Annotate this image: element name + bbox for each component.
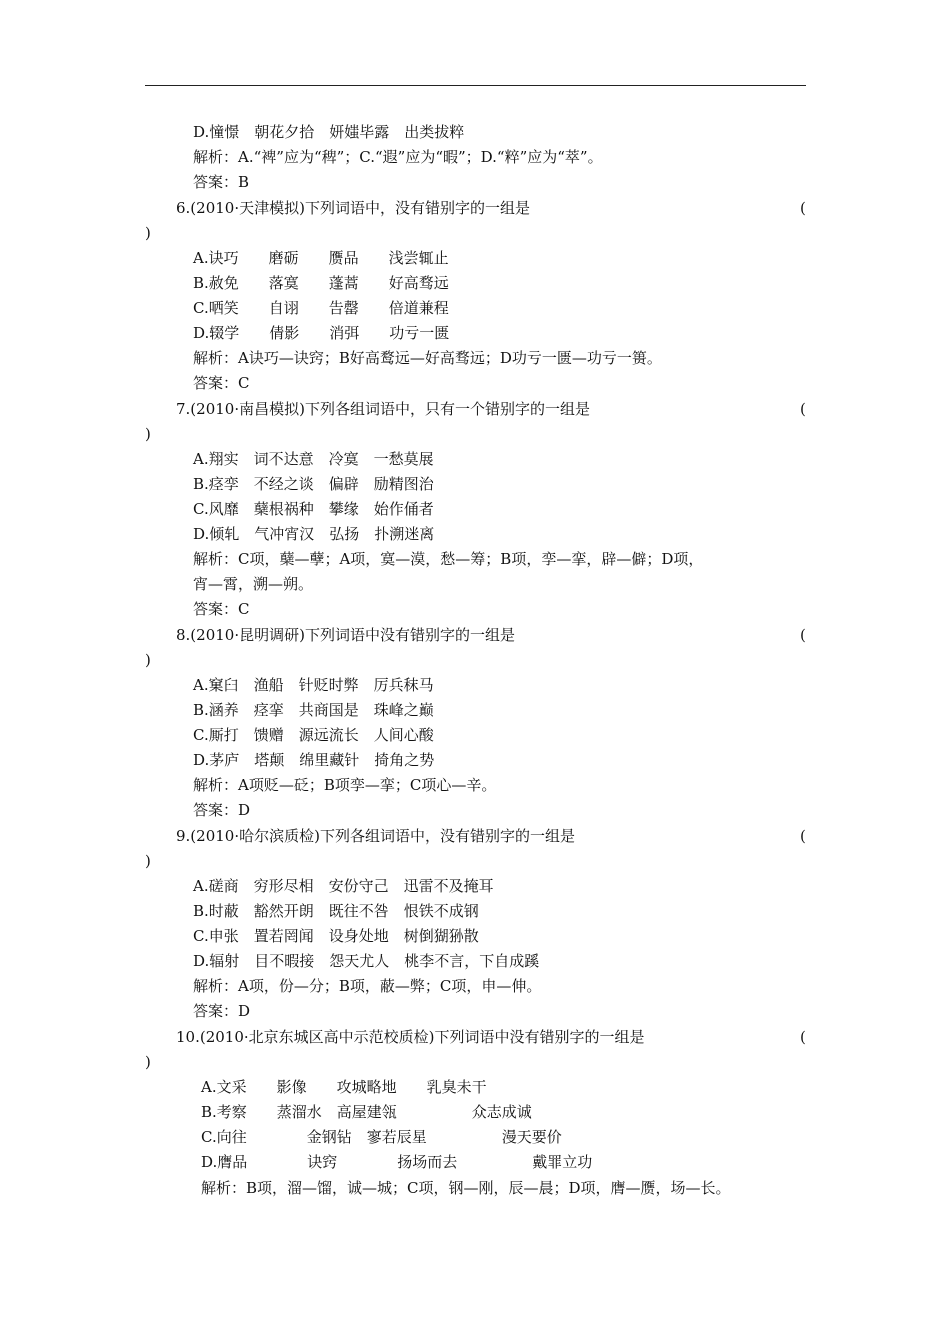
option-d: D.倾轧 气冲宵汉 弘扬 扑溯迷离 xyxy=(193,525,435,543)
answer: 答案：C xyxy=(193,600,250,618)
answer-paren-open: ( xyxy=(800,827,806,845)
answer-paren-open: ( xyxy=(800,400,806,418)
option-c: C.向往 金钢钻 寥若辰星 漫天要价 xyxy=(201,1128,562,1146)
header-rule xyxy=(145,85,806,86)
answer-paren-open: ( xyxy=(800,626,806,644)
option-c: C.申张 置若罔闻 设身处地 树倒猢狲散 xyxy=(193,927,479,945)
answer: 答案：D xyxy=(193,1002,251,1020)
option-b: B.痉孪 不经之谈 偏辟 励精图治 xyxy=(193,475,434,493)
answer-paren-open: ( xyxy=(800,1028,806,1046)
option-c: C.哂笑 自诩 告罄 倍道兼程 xyxy=(193,299,449,317)
analysis: 解析：A.“裨”应为“稗”；C.“遐”应为“暇”；D.“粹”应为“萃”。 xyxy=(193,148,603,166)
option-a: A.诀巧 磨砺 赝品 浅尝辄止 xyxy=(193,249,449,267)
answer: 答案：C xyxy=(193,374,250,392)
option-a: A.文采 影像 攻城略地 乳臭未干 xyxy=(201,1078,487,1096)
analysis: 解析：A项贬—砭；B项孪—挛；C项心—辛。 xyxy=(193,776,497,794)
answer-paren-close: ) xyxy=(145,1053,151,1071)
option-c: C.厮打 馈赠 源远流长 人间心酸 xyxy=(193,726,434,744)
option-d: D.茅庐 塔颠 绵里藏针 掎角之势 xyxy=(193,751,435,769)
option-b: B.涵养 痉挛 共商国是 珠峰之巅 xyxy=(193,701,434,719)
answer-paren-open: ( xyxy=(800,199,806,217)
option-a: A.窠臼 渔船 针贬时弊 厉兵秣马 xyxy=(193,676,434,694)
option-b: B.考察 蒸溜水 高屋建瓴 众志成诚 xyxy=(201,1103,532,1121)
answer-paren-close: ) xyxy=(145,852,151,870)
analysis: 解析：A项，份—分；B项，蔽—弊；C项，申—伸。 xyxy=(193,977,542,995)
question-6: 6.(2010·天津模拟)下列词语中，没有错别字的一组是 xyxy=(176,199,530,217)
question-9: 9.(2010·哈尔滨质检)下列各组词语中，没有错别字的一组是 xyxy=(176,827,575,845)
answer: 答案：D xyxy=(193,801,251,819)
analysis: 解析：B项，溜—馏，诚—城；C项，钢—刚，辰—晨；D项，膺—赝，场—长。 xyxy=(201,1179,731,1197)
option-c: C.风靡 蘖根祸种 攀缘 始作俑者 xyxy=(193,500,434,518)
analysis: 解析：A诀巧—诀窍；B好高鹜远—好高骛远；D功亏一匮—功亏一篑。 xyxy=(193,349,662,367)
answer-paren-close: ) xyxy=(145,425,151,443)
answer-paren-close: ) xyxy=(145,224,151,242)
option-a: A.翔实 词不达意 冷寞 一愁莫展 xyxy=(193,450,434,468)
option-d: D.辍学 倩影 消弭 功亏一匮 xyxy=(193,324,450,342)
analysis-continued: 宵—霄，溯—朔。 xyxy=(193,575,314,593)
option-b: B.赦免 落寞 蓬蒿 好高骛远 xyxy=(193,274,449,292)
option-d: D.膺品 诀窍 扬场而去 戴罪立功 xyxy=(201,1153,593,1171)
option-d: D.辐射 目不暇接 怨天尤人 桃李不言，下自成蹊 xyxy=(193,952,540,970)
answer-paren-close: ) xyxy=(145,651,151,669)
question-10: 10.(2010·北京东城区高中示范校质检)下列词语中没有错别字的一组是 xyxy=(176,1028,645,1046)
question-8: 8.(2010·昆明调研)下列词语中没有错别字的一组是 xyxy=(176,626,515,644)
option-a: A.磋商 穷形尽相 安份守己 迅雷不及掩耳 xyxy=(193,877,494,895)
option-d: D.憧憬 朝花夕拾 妍媸毕露 出类拔粹 xyxy=(193,123,465,141)
option-b: B.时蔽 豁然开朗 既往不咎 恨铁不成钢 xyxy=(193,902,479,920)
question-7: 7.(2010·南昌模拟)下列各组词语中，只有一个错别字的一组是 xyxy=(176,400,590,418)
answer: 答案：B xyxy=(193,173,250,191)
analysis: 解析：C项，蘖—孽；A项，寞—漠，愁—筹；B项，孪—挛，辟—僻；D项， xyxy=(193,550,704,568)
